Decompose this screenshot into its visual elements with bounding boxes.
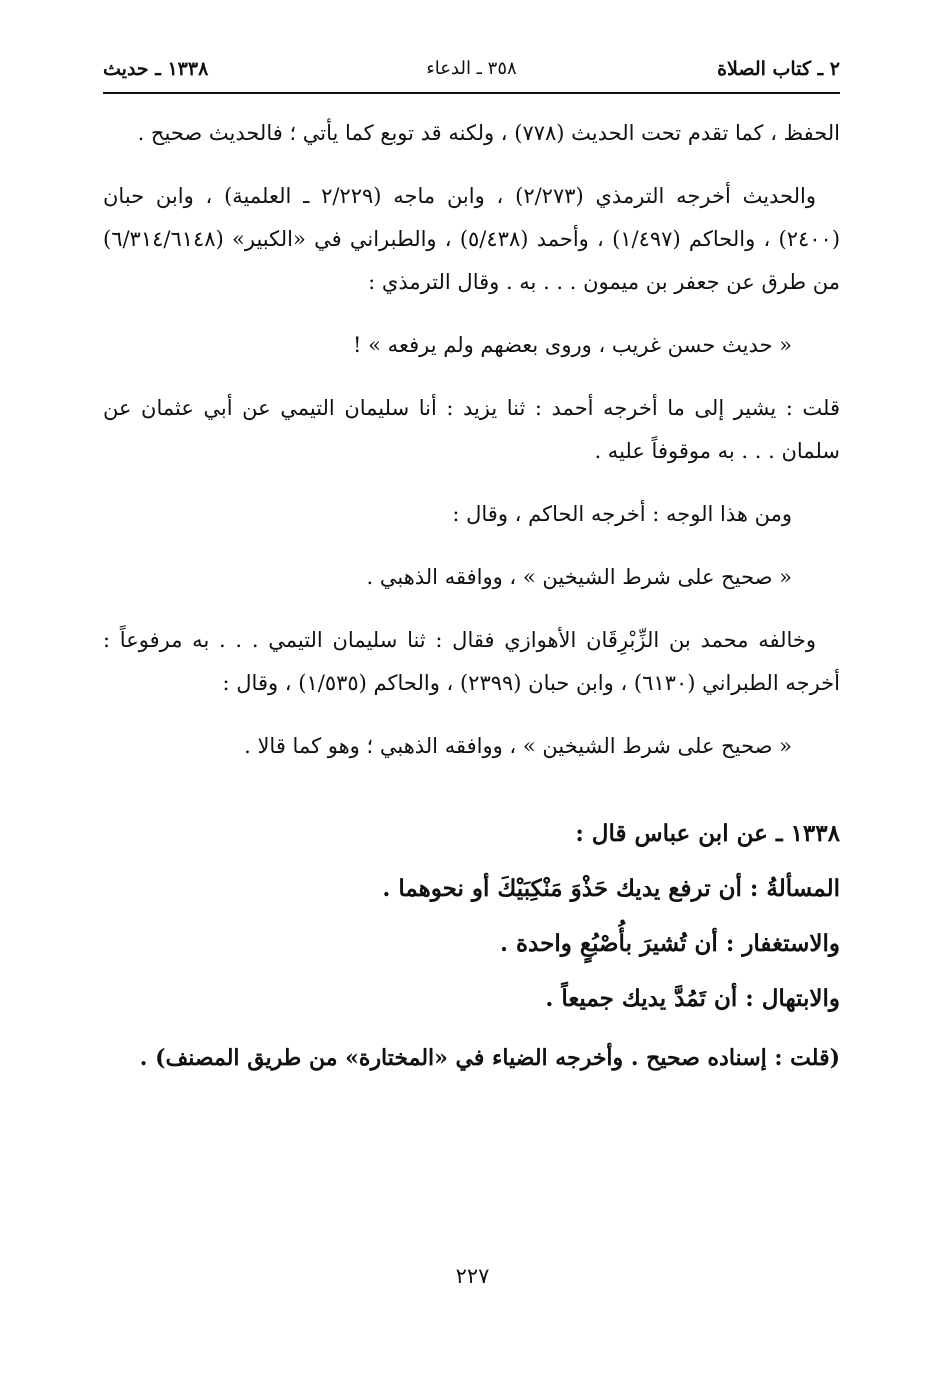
header-book-title: ٢ ـ كتاب الصلاة <box>717 58 840 80</box>
hadith-line-masala: المسألةُ : أن ترفع يديك حَذْوَ مَنْكِبَيْكَ أو نحوهما . <box>382 875 840 902</box>
hadith-line-ibtihal: والابتهال : أن تَمُدَّ يديك جميعاً . <box>545 985 840 1012</box>
hadith-line-istighfar: والاستغفار : أن تُشيرَ بأُصْبُعٍ واحدة . <box>499 930 840 957</box>
quote-hakim-2: « صحيح على شرط الشيخين » ، ووافقه الذهبي ؛ وهو كما قالا . <box>244 734 792 758</box>
header-divider <box>103 92 840 94</box>
page-number: ٢٢٧ <box>455 1264 490 1288</box>
author-note: (قلت : إسناده صحيح . وأخرجه الضياء في «المختارة» من طريق المصنف) . <box>139 1045 840 1071</box>
paragraph-continuation: الحفظ ، كما تقدم تحت الحديث (٧٧٨) ، ولكنه قد توبع كما يأتي ؛ فالحديث صحيح . <box>137 121 840 145</box>
quote-hakim: « صحيح على شرط الشيخين » ، ووافقه الذهبي . <box>366 565 792 589</box>
paragraph-comment: قلت : يشير إلى ما أخرجه أحمد : ثنا يزيد : أنا سليمان التيمي عن أبي عثمان عن سلمان . . . به موقوفاً عليه . <box>103 396 840 463</box>
hadith-text <box>103 806 840 1026</box>
paragraph-takhrij: والحديث أخرجه الترمذي (٢/٢٧٣) ، وابن ماجه (٢/٢٢٩ ـ العلمية) ، وابن حبان (٢٤٠٠) ، والحاكم (١/٤٩٧) ، وأحمد (٥/٤٣٨) ، والطبراني في «الكبير» (٦/٣١٤/٦١٤٨) من طرق عن جعفر بن ميمون . . . به . وقال الترمذي : <box>103 184 841 294</box>
hadith-title: ١٣٣٨ ـ عن ابن عباس قال : <box>575 820 840 847</box>
paragraph-hakim-intro: ومن هذا الوجه : أخرجه الحاكم ، وقال : <box>452 502 792 526</box>
paragraph-marfu: وخالفه محمد بن الزِّبْرِقَان الأهوازي فقال : ثنا سليمان التيمي . . . به مرفوعاً : أخرجه الطبراني (٦١٣٠) ، وابن حبان (٢٣٩٩) ، والحاكم (١/٥٣٥) ، وقال : <box>103 628 840 695</box>
page-body <box>103 112 840 1102</box>
quote-tirmidhi: « حديث حسن غريب ، وروى بعضهم ولم يرفعه » ! <box>353 333 792 357</box>
running-header <box>103 52 840 92</box>
header-chapter-title: ٣٥٨ ـ الدعاء <box>426 58 517 79</box>
header-hadith-number: ١٣٣٨ ـ حديث <box>103 58 209 80</box>
